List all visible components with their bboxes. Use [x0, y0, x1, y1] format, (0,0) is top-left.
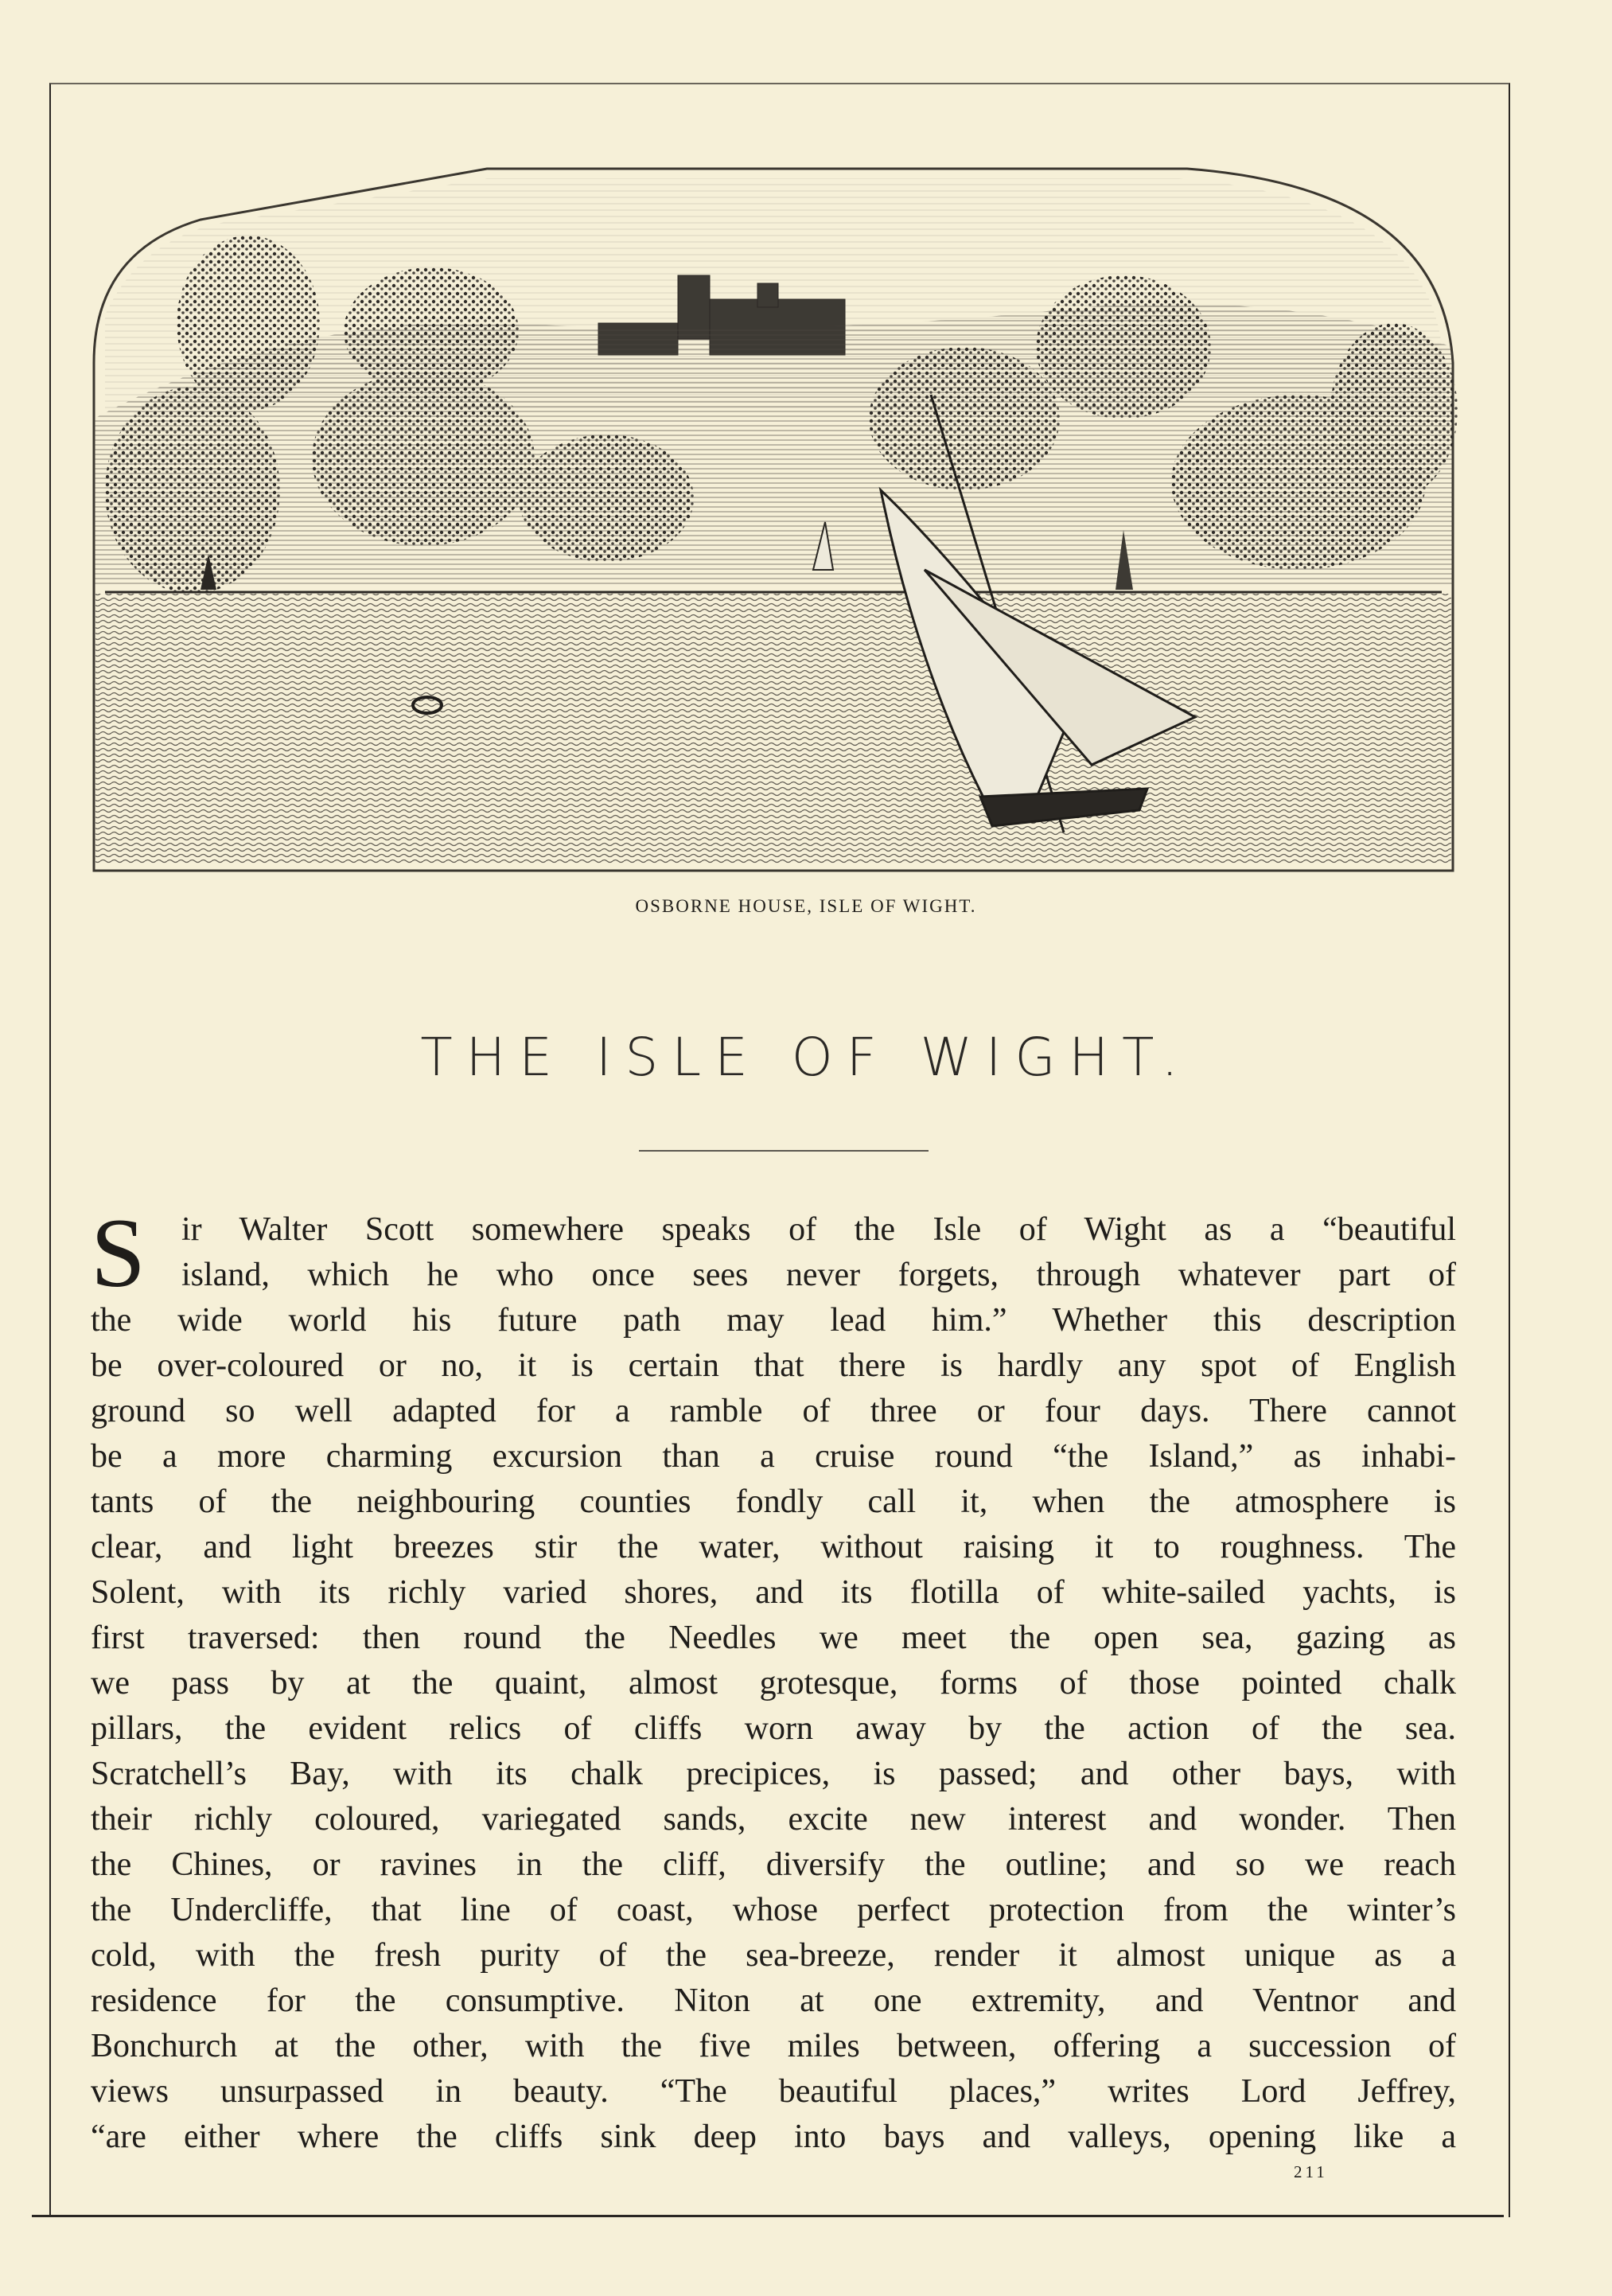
illustration-caption: OSBORNE HOUSE, ISLE OF WIGHT.	[635, 896, 977, 916]
text-line: their richly coloured, variegated sands, excite new interest and wonder. Then	[91, 1801, 1456, 1838]
text-line: ground so well adapted for a ramble of three or four days. There cannot	[91, 1393, 1456, 1429]
text-line: ir Walter Scott somewhere speaks of the Isle of Wight as a “beautiful	[181, 1211, 1456, 1248]
drop-cap: S	[91, 1199, 146, 1308]
text-line: clear, and light breezes stir the water, without raising it to roughness. The	[91, 1529, 1456, 1565]
text-line: cold, with the fresh purity of the sea-breeze, render it almost unique as a	[91, 1937, 1456, 1974]
text-line: Scratchell’s Bay, with its chalk precipices, is passed; and other bays, with	[91, 1756, 1456, 1792]
text-line: views unsurpassed in beauty. “The beautiful places,” writes Lord Jeffrey,	[91, 2073, 1456, 2110]
bottom-rule	[32, 2215, 1504, 2217]
title-rule	[639, 1150, 929, 1152]
text-line: tants of the neighbouring counties fondly call it, when the atmosphere is	[91, 1483, 1456, 1520]
text-line: residence for the consumptive. Niton at one extremity, and Ventnor and	[91, 1982, 1456, 2019]
osborne-house-illustration	[89, 156, 1458, 872]
text-line: the wide world his future path may lead him.” Whether this description	[91, 1302, 1456, 1339]
text-line: the Chines, or ravines in the cliff, diversify the outline; and so we reach	[91, 1846, 1456, 1883]
text-line: first traversed: then round the Needles we meet the open sea, gazing as	[91, 1620, 1456, 1656]
page-number: 211	[1294, 2162, 1328, 2181]
text-line: be over-coloured or no, it is certain that there is hardly any spot of English	[91, 1347, 1456, 1384]
body-text	[91, 1199, 1456, 2160]
text-line: the Undercliffe, that line of coast, whose perfect protection from the winter’s	[91, 1892, 1456, 1928]
text-line: island, which he who once sees never forgets, through whatever part of	[181, 1257, 1456, 1293]
text-line: we pass by at the quaint, almost grotesque, forms of those pointed chalk	[91, 1665, 1456, 1702]
text-line: be a more charming excursion than a cruise round “the Island,” as inhabi-	[91, 1438, 1456, 1475]
text-line: pillars, the evident relics of cliffs worn away by the action of the sea.	[91, 1710, 1456, 1747]
engraving-icon	[89, 156, 1458, 872]
text-line: “are either where the cliffs sink deep into bays and valleys, opening like a	[91, 2119, 1456, 2155]
text-line: Solent, with its richly varied shores, and its flotilla of white-sailed yachts, is	[91, 1574, 1456, 1611]
text-line: Bonchurch at the other, with the five miles between, offering a succession of	[91, 2028, 1456, 2064]
page-title: THE ISLE OF WIGHT.	[420, 1027, 1192, 1088]
